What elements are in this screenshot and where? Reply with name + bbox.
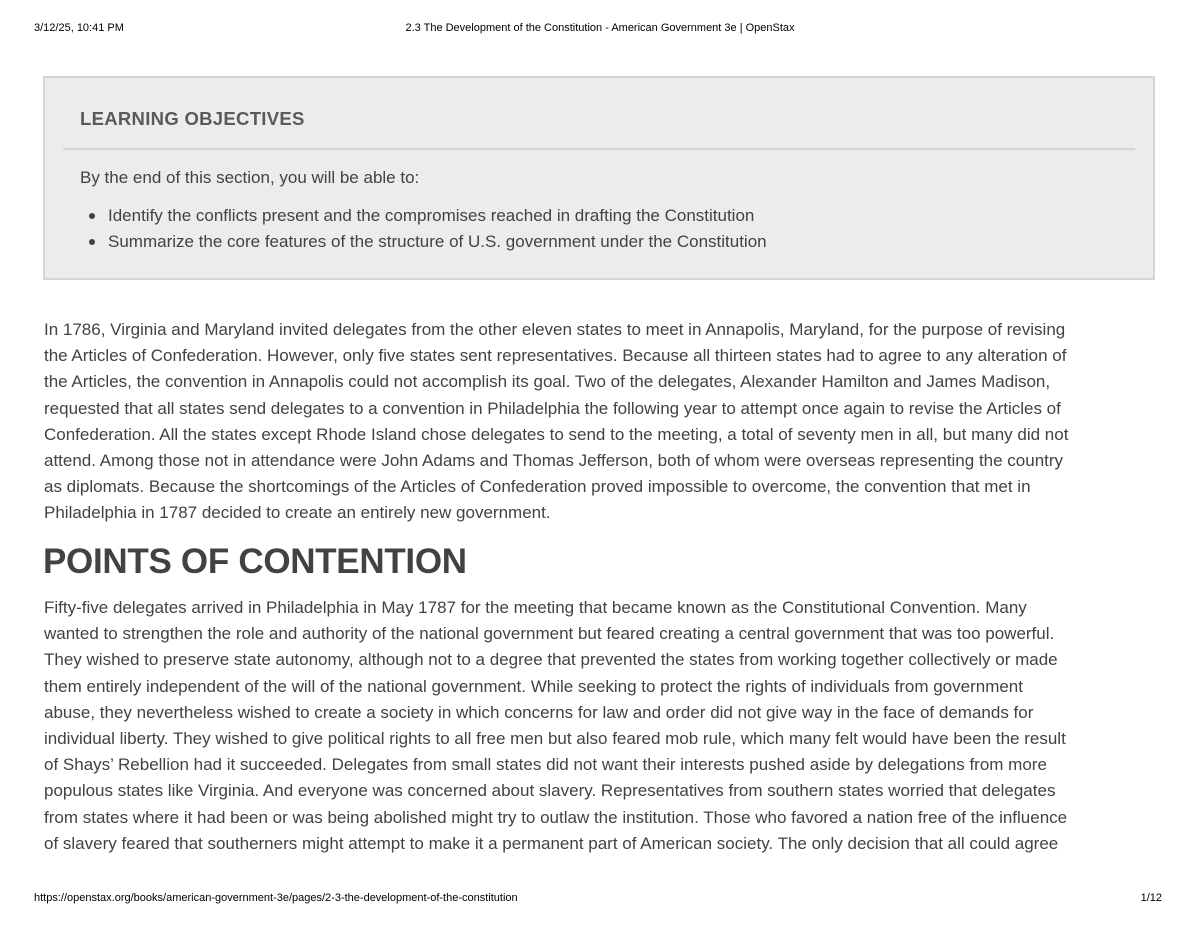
section-heading: POINTS OF CONTENTION [43,542,467,581]
objectives-intro: By the end of this section, you will be able to: [80,168,420,187]
text-line: the Articles, the convention in Annapolis could not accomplish its goal. Two of the delegates, Alexander Hamilton and James Madison, [44,372,1051,392]
text-line: In 1786, Virginia and Maryland invited delegates from the other eleven states to meet in Annapolis, Maryland, for the purpose of revising [44,320,1066,339]
print-url: https://openstax.org/books/american-government-3e/pages/2-3-the-development-of-the-constitution [34,892,518,904]
text-line: Philadelphia in 1787 decided to create an entirely new government. [44,503,551,523]
text-line: They wished to preserve state autonomy, although not to a degree that prevented the states from working together collectively or made [44,650,1058,670]
print-footer [0,892,1200,908]
text-line: Fifty-five delegates arrived in Philadelphia in May 1787 for the meeting that became known as the Constitutional Convention. Many [44,598,1027,617]
text-line: individual liberty. They wished to give political rights to all free men but also feared mob rule, which many felt would have been the result [44,729,1066,749]
objective-text: Summarize the core features of the structure of U.S. government under the Constitution [108,232,767,251]
objective-item [80,203,767,229]
print-header [0,22,1200,38]
objectives-divider [63,148,1135,150]
objective-text: Identify the conflicts present and the compromises reached in drafting the Constitution [108,206,755,225]
bullet-icon [89,213,95,219]
page-number: 1/12 [1140,892,1162,904]
intro-paragraph [44,317,1160,527]
text-line: wanted to strengthen the role and authority of the national government but feared creating a central government that was too powerful. [44,624,1055,644]
text-line: them entirely independent of the will of the national government. While seeking to protect the rights of individuals from government [44,676,1023,696]
learning-objectives-box [43,76,1155,280]
text-line: requested that all states send delegates to a convention in Philadelphia the following year to attempt once again to revise the Articles of [44,398,1061,418]
text-line: attend. Among those not in attendance were John Adams and Thomas Jefferson, both of whom were overseas representing the country [44,451,1064,471]
text-line: of slavery feared that southerners might attempt to make it a permanent part of American society. The only decision that all could agree [44,833,1059,853]
text-line: Confederation. All the states except Rhode Island chose delegates to send to the meeting, a total of seventy men in all, but many did not [44,424,1069,444]
learning-objectives-heading: LEARNING OBJECTIVES [80,108,305,129]
print-page-title: 2.3 The Development of the Constitution - American Government 3e | OpenStax [405,22,795,34]
text-line: the Articles of Confederation. However, only five states sent representatives. Because all thirteen states had to agree to any alteration of [44,346,1067,366]
text-line: abuse, they nevertheless wished to create a society in which concerns for law and order did not give way in the face of demands for [44,702,1034,722]
objective-item [80,229,767,255]
contention-paragraph [44,595,1160,857]
text-line: from states where it had been or was being abolished might try to outlaw the institution. Those who favored a nation free of the influence [44,807,1068,827]
objectives-list [80,203,767,255]
text-line: of Shays’ Rebellion had it succeeded. Delegates from small states did not want their interests pushed aside by delegations from more [44,755,1047,775]
text-line: as diplomats. Because the shortcomings of the Articles of Confederation proved impossible to overcome, the convention that met in [44,477,1031,497]
bullet-icon [89,239,95,245]
print-date: 3/12/25, 10:41 PM [34,22,124,34]
text-line: populous states like Virginia. And everyone was concerned about slavery. Representatives from southern states worried that delegates [44,781,1056,801]
